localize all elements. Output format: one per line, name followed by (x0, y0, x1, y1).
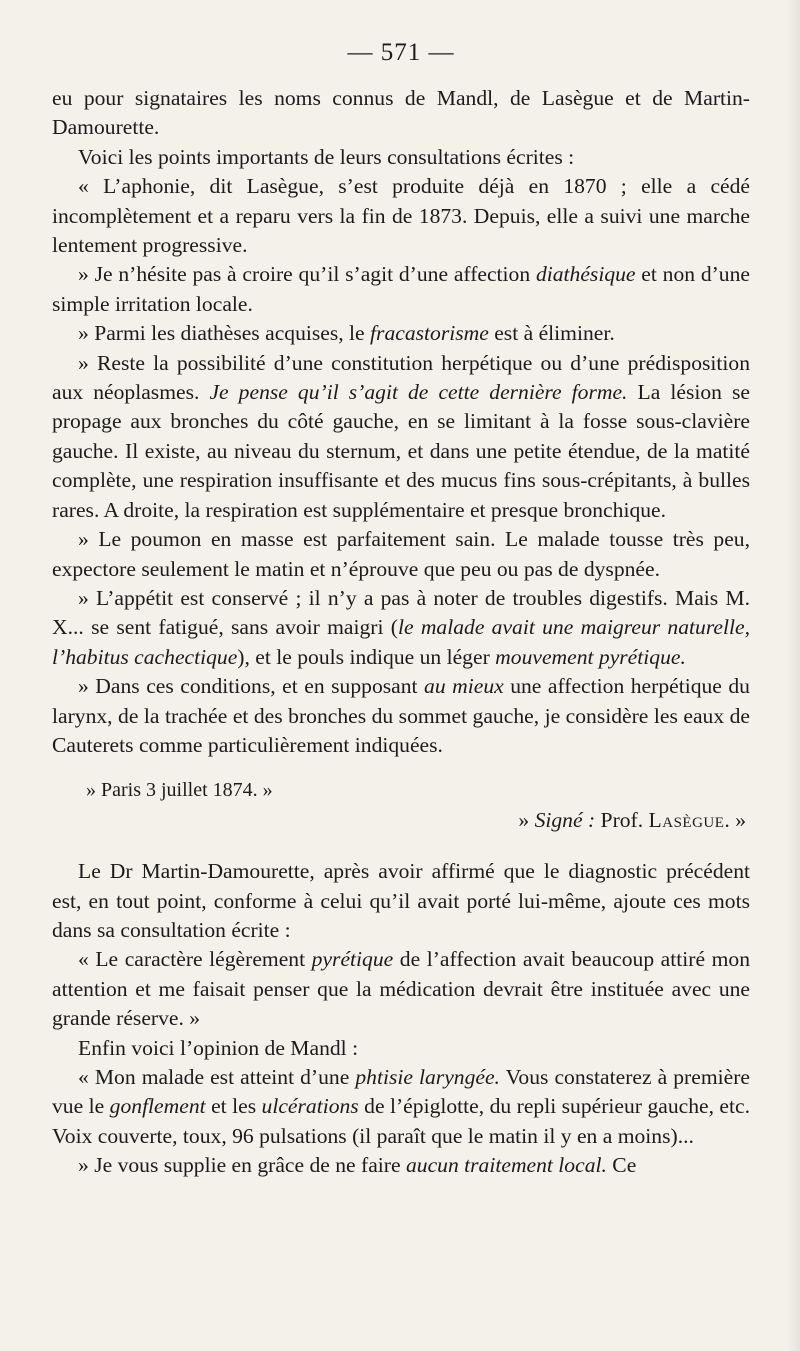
signature-signe: Signé : (534, 807, 596, 832)
paragraph-p6 (52, 349, 750, 525)
paragraph-p4 (52, 260, 750, 319)
paragraph-p2 (52, 143, 750, 172)
signature-title: Prof. (595, 807, 649, 832)
section-gap (52, 835, 750, 857)
page-edge-shadow (786, 0, 800, 1351)
italic-text: aucun traitement local. (405, 1153, 607, 1178)
italic-text: gonflement (109, 1094, 206, 1119)
text-run: et les (205, 1094, 262, 1119)
paragraph-q4 (52, 1063, 750, 1151)
italic-text: le malade avait une maigreur naturelle, l’habitus cachectique (52, 615, 750, 669)
page-number: — 571 — (347, 39, 455, 66)
text-run: » Le poumon en masse est parfaitement sain. Le malade tousse très peu, expectore seulement le matin et n’éprouve que peu ou pas de dyspnée. (52, 527, 750, 581)
text-run: Vous constaterez à première vue le (52, 1065, 750, 1119)
text-run: une affection herpétique du larynx, de la trachée et des bronches du sommet gauche, je considère les eaux de Cauterets comme particulièrement indiquées. (52, 674, 750, 757)
paragraph-p1 (52, 84, 750, 143)
text-run: Le Dr Martin-Damourette, après avoir affirmé que le diagnostic précédent est, en tout point, conforme à celui qu’il avait porté lui-même, ajoute ces mots dans sa consultation écrite : (52, 859, 750, 942)
text-run: ), et le pouls indique un léger (237, 644, 496, 669)
signature-prefix: » (518, 807, 535, 832)
text-run: « Le caractère légèrement (78, 947, 312, 972)
italic-text: ulcérations (261, 1094, 359, 1119)
paragraph-p3 (52, 172, 750, 260)
text-run: de l’affection avait beaucoup attiré mon attention et me faisait penser que la médication devrait être instituée avec une grande réserve. » (52, 947, 750, 1031)
italic-text: fracastorisme (370, 321, 489, 346)
signature-name: Lasègue (648, 807, 725, 832)
text-run: de l’épiglotte, du repli supérieur gauche, etc. Voix couverte, toux, 96 pulsations (il paraît que le matin il y en a moins)... (52, 1094, 750, 1148)
text-run: La lésion se propage aux bronches du côté gauche, en se limitant à la fosse sous-clavière gauche. Il existe, au niveau du sternum, et dans une petite étendue, de la matité complète, une respiration insuffisante et des mucus fins sous-crépitants, à bulles rares. A droite, la respiration est supplémentaire et presque bronchique. (52, 380, 750, 522)
text-run: » Je n’hésite pas à croire qu’il s’agit d’une affection (78, 262, 536, 287)
text-run: et non d’une simple irritation locale. (52, 262, 750, 316)
italic-text: mouvement pyrétique. (495, 644, 686, 669)
body-text-bottom (52, 857, 750, 1180)
paragraph-q3 (52, 1034, 750, 1063)
italic-text: phtisie laryngée. (355, 1065, 500, 1089)
paragraph-q5 (52, 1151, 750, 1180)
paragraph-q1 (52, 857, 750, 945)
text-run: » Je vous supplie en grâce de ne faire (78, 1153, 406, 1178)
italic-text: au mieux (424, 674, 504, 699)
signature (52, 806, 746, 835)
paragraph-p8 (52, 584, 750, 672)
text-run: » Parmi les diathèses acquises, le (78, 321, 371, 346)
paragraph-q2 (52, 945, 750, 1033)
signature-suffix: . » (724, 807, 746, 832)
paragraph-p5 (52, 319, 750, 348)
text-run: est à éliminer. (488, 321, 615, 346)
text-run: » Reste la possibilité d’une constitution herpétique ou d’une prédisposition aux néoplasmes. (52, 350, 750, 405)
text-run: « L’aphonie, dit Lasègue, s’est produite déjà en 1870 ; elle a cédé incomplètement et a reparu vers la fin de 1873. Depuis, elle a suivi une marche lentement progressive. (52, 174, 750, 258)
paragraph-p7 (52, 525, 750, 584)
italic-text: Je pense qu’il s’agit de cette dernière forme. (209, 380, 628, 405)
text-run: eu pour signataires les noms connus de Mandl, de Lasègue et de Martin-Damourette. (52, 86, 750, 140)
paragraph-p9 (52, 672, 750, 760)
italic-text: pyrétique (311, 947, 394, 972)
text-run: « Mon malade est atteint d’une (78, 1065, 356, 1089)
text-run: » Dans ces conditions, et en supposant (78, 674, 425, 699)
text-run: Ce (606, 1153, 637, 1178)
text-run: Enfin voici l’opinion de Mandl : (78, 1035, 359, 1060)
italic-text: diathésique (535, 262, 636, 287)
body-text-top (52, 84, 750, 760)
text-run: » L’appétit est conservé ; il n’y a pas à noter de troubles digestifs. Mais M. X... se sent fatigué, sans avoir maigri ( (52, 585, 750, 640)
text-run: Voici les points importants de leurs consultations écrites : (78, 144, 575, 169)
dateline: » Paris 3 juillet 1874. » (86, 779, 273, 802)
